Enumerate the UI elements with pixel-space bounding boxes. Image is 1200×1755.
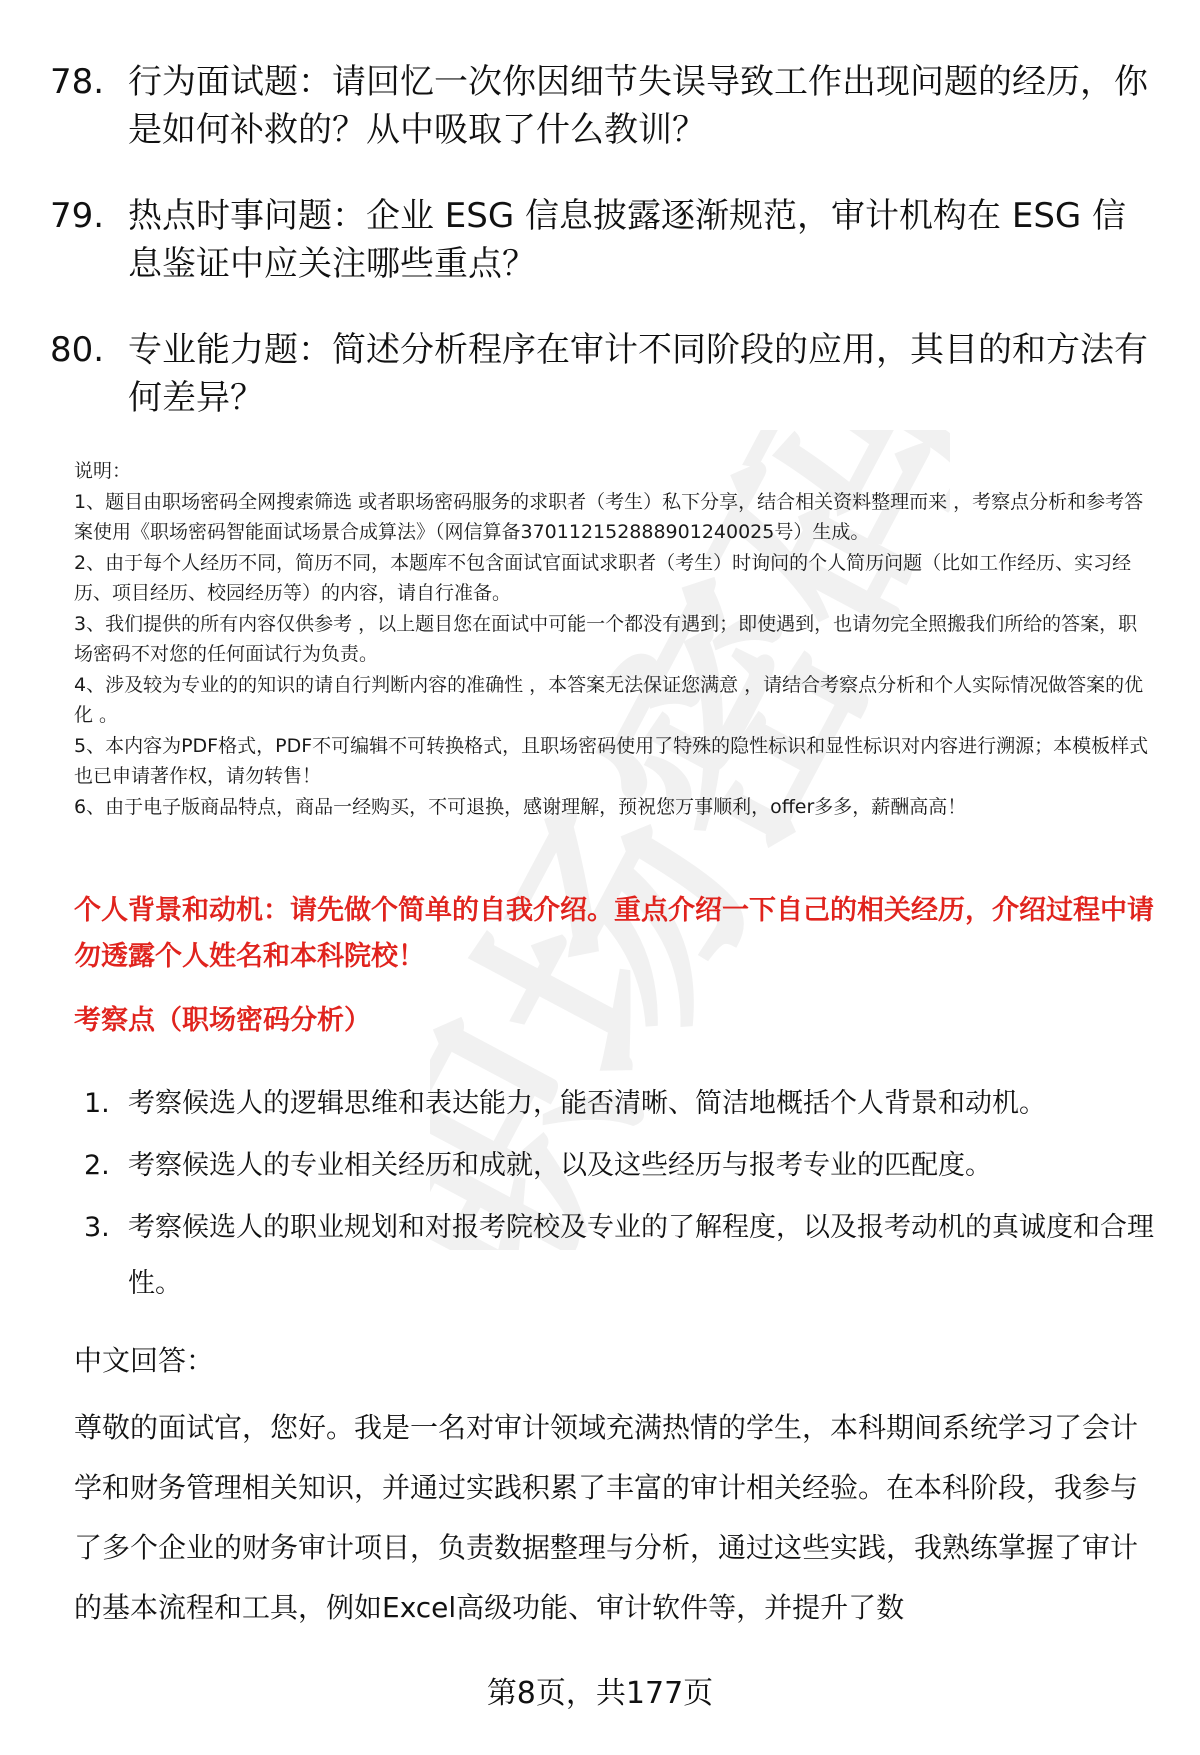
answer-text: 尊敬的面试官，您好。我是一名对审计领域充满热情的学生，本科期间系统学习了会计学和财务管理相关知识，并通过实践积累了丰富的审计相关经验。在本科阶段，我参与了多个企业的财务审计项目，负责数据整理与分析，通过这些实践，我熟练掌握了审计的基本流程和工具，例如Excel高级功能、审计软件等，并提升了数 <box>74 1411 1139 1624</box>
question-list <box>50 58 1160 460</box>
point-text: 考察候选人的职业规划和对报考院校及专业的了解程度，以及报考动机的真诚度和合理性。 <box>128 1212 1154 1299</box>
point-text: 考察候选人的逻辑思维和表达能力，能否清晰、简洁地概括个人背景和动机。 <box>128 1088 1046 1119</box>
note-item: 5、本内容为PDF格式，PDF不可编辑不可转换格式，且职场密码使用了特殊的隐性标识和显性标识对内容进行溯源；本模板样式也已申请著作权，请勿转售！ <box>74 734 1149 787</box>
note-item: 3、我们提供的所有内容仅供参考 ，以上题目您在面试中可能一个都没有遇到；即使遇到，也请勿完全照搬我们所给的答案，职场密码不对您的任何面试行为负责。 <box>74 612 1138 665</box>
question-number: 80. <box>50 330 105 370</box>
notes-title: 说明： <box>74 460 132 482</box>
question-item <box>50 58 1160 154</box>
point-number: 1. <box>84 1088 110 1119</box>
note-item: 4、涉及较为专业的的知识的请自行判断内容的准确性 ，本答案无法保证您满意 ，请结合考察点分析和个人实际情况做答案的优化 。 <box>74 673 1144 726</box>
analysis-point-list <box>84 1076 1154 1318</box>
question-number: 78. <box>50 62 105 102</box>
question-item <box>50 326 1160 422</box>
question-text: 行为面试题：请回忆一次你因细节失误导致工作出现问题的经历，你是如何补救的？从中吸取了什么教训？ <box>128 62 1148 150</box>
watermark-text: 职场密码 <box>430 430 950 1250</box>
page-footer: 第8页，共177页 <box>486 1676 714 1711</box>
note-item: 1、题目由职场密码全网搜索筛选 或者职场密码服务的求职者（考生）私下分享，结合相关资料整理而来 ，考察点分析和参考答案使用《职场密码智能面试场景合成算法》（网信算备370112152888901240025号）生成。 <box>74 490 1144 543</box>
point-number: 2. <box>84 1150 110 1181</box>
point-number: 3. <box>84 1212 110 1243</box>
note-item: 6、由于电子版商品特点，商品一经购买，不可退换，感谢理解，预祝您万事顺利，offer多多，薪酬高高！ <box>74 795 967 818</box>
answer-label: 中文回答： <box>74 1344 215 1377</box>
analysis-point <box>84 1200 1154 1312</box>
question-item <box>50 192 1160 288</box>
section-heading: 个人背景和动机：请先做个简单的自我介绍。重点介绍一下自己的相关经历，介绍过程中请勿透露个人姓名和本科院校！ <box>74 895 1154 972</box>
analysis-point <box>84 1076 1154 1132</box>
note-item: 2、由于每个人经历不同，简历不同，本题库不包含面试官面试求职者（考生）时询问的个人简历问题（比如工作经历、实习经历、项目经历、校园经历等）的内容，请自行准备。 <box>74 551 1132 604</box>
point-text: 考察候选人的专业相关经历和成就，以及这些经历与报考专业的匹配度。 <box>128 1150 992 1181</box>
question-text: 热点时事问题：企业 ESG 信息披露逐渐规范，审计机构在 ESG 信息鉴证中应关注哪些重点？ <box>128 196 1127 284</box>
question-number: 79. <box>50 196 105 236</box>
analysis-heading: 考察点（职场密码分析） <box>74 1005 371 1036</box>
question-text: 专业能力题：简述分析程序在审计不同阶段的应用，其目的和方法有何差异？ <box>128 330 1148 418</box>
notes-section <box>74 456 1156 822</box>
analysis-point <box>84 1138 1154 1194</box>
